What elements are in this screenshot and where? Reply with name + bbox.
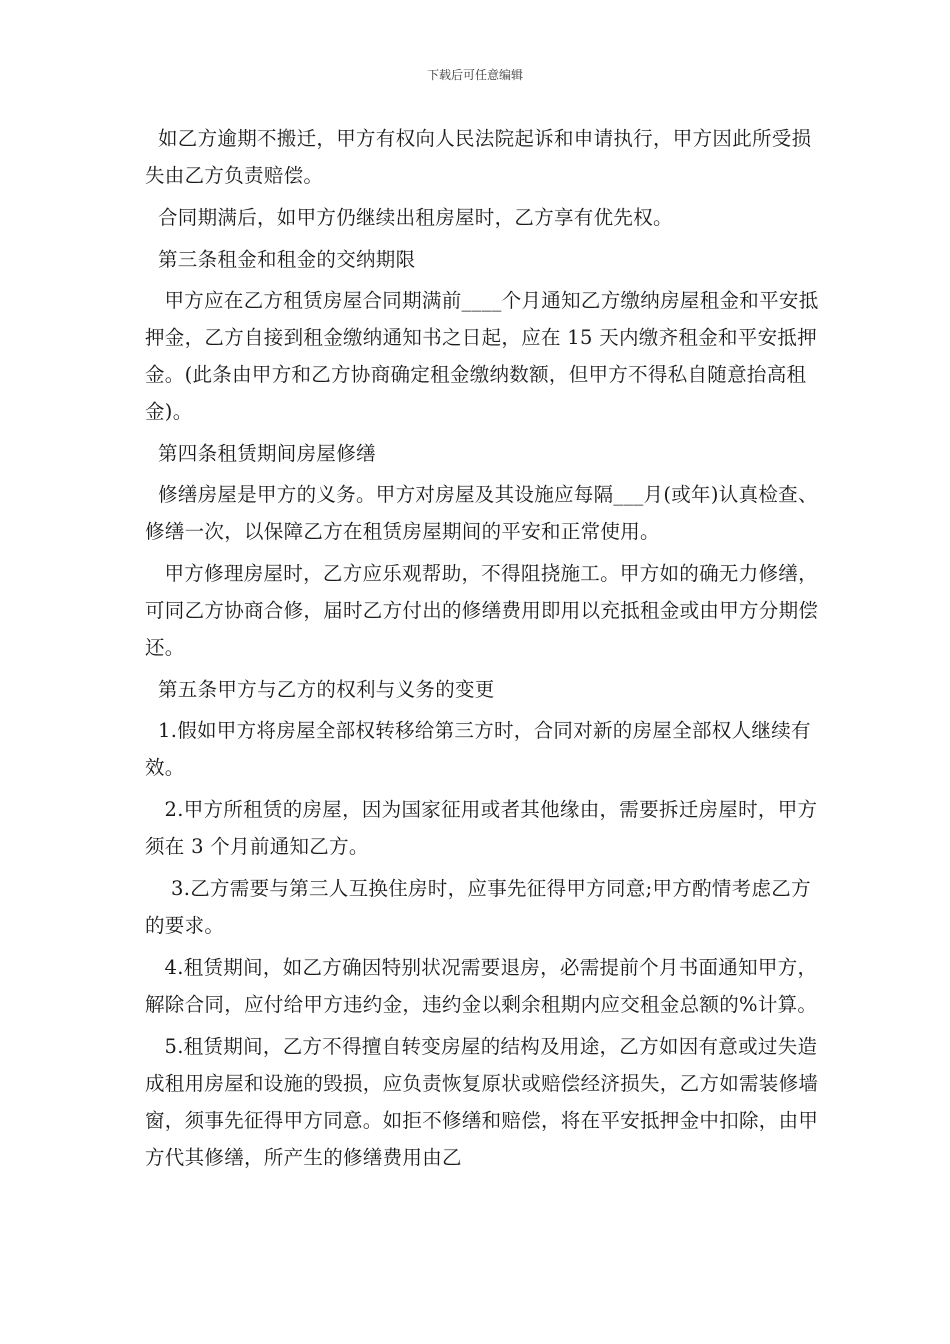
clause-item-3: 3.乙方需要与第三人互换住房时，应事先征得甲方同意;甲方酌情考虑乙方的要求。 bbox=[145, 877, 811, 937]
page-header: 下载后可任意编辑 bbox=[426, 68, 523, 82]
paragraph-repair-cooperation: 甲方修理房屋时，乙方应乐观帮助，不得阻挠施工。甲方如的确无力修缮，可同乙方协商合修，届时乙方付出的修缮费用即用以充抵租金或由甲方分期偿还。 bbox=[145, 562, 819, 659]
section-heading-article-4: 第四条租赁期间房屋修缮 bbox=[145, 442, 376, 465]
paragraph-rent-payment: 甲方应在乙方租赁房屋合同期满前____个月通知乙方缴纳房屋租金和平安抵押金，乙方自接到租金缴纳通知书之日起，应在 15 天内缴齐租金和平安抵押金。(此条由甲方和乙方协商确定租金缴纳数额，但甲方不得私自随意抬高租金)。 bbox=[145, 289, 819, 423]
paragraph-priority-right: 合同期满后，如甲方仍继续出租房屋时，乙方享有优先权。 bbox=[145, 206, 673, 229]
clause-item-5: 5.租赁期间，乙方不得擅自转变房屋的结构及用途，乙方如因有意或过失造成租用房屋和设施的毁损，应负责恢复原状或赔偿经济损失，乙方如需装修墙窗，须事先征得甲方同意。如拒不修缮和赔偿，将在平安抵押金中扣除，由甲方代其修缮，所产生的修缮费用由乙 bbox=[145, 1035, 819, 1169]
section-heading-article-5: 第五条甲方与乙方的权利与义务的变更 bbox=[145, 678, 495, 701]
document-body bbox=[145, 120, 825, 1181]
paragraph-repair-duty: 修缮房屋是甲方的义务。甲方对房屋及其设施应每隔___月(或年)认真检查、修缮一次，以保障乙方在租赁房屋期间的平安和正常使用。 bbox=[145, 483, 818, 543]
clause-item-2: 2.甲方所租赁的房屋，因为国家征用或者其他缘由，需要拆迁房屋时，甲方须在 3 个月前通知乙方。 bbox=[145, 798, 818, 858]
clause-item-4: 4.租赁期间，如乙方确因特别状况需要退房，必需提前个月书面通知甲方，解除合同，应付给甲方违约金，违约金以剩余租期内应交租金总额的%计算。 bbox=[145, 956, 818, 1016]
clause-item-1: 1.假如甲方将房屋全部权转移给第三方时，合同对新的房屋全部权人继续有效。 bbox=[145, 719, 811, 779]
paragraph-eviction-liability: 如乙方逾期不搬迁，甲方有权向人民法院起诉和申请执行，甲方因此所受损失由乙方负责赔偿。 bbox=[145, 127, 812, 187]
section-heading-article-3: 第三条租金和租金的交纳期限 bbox=[145, 248, 416, 271]
